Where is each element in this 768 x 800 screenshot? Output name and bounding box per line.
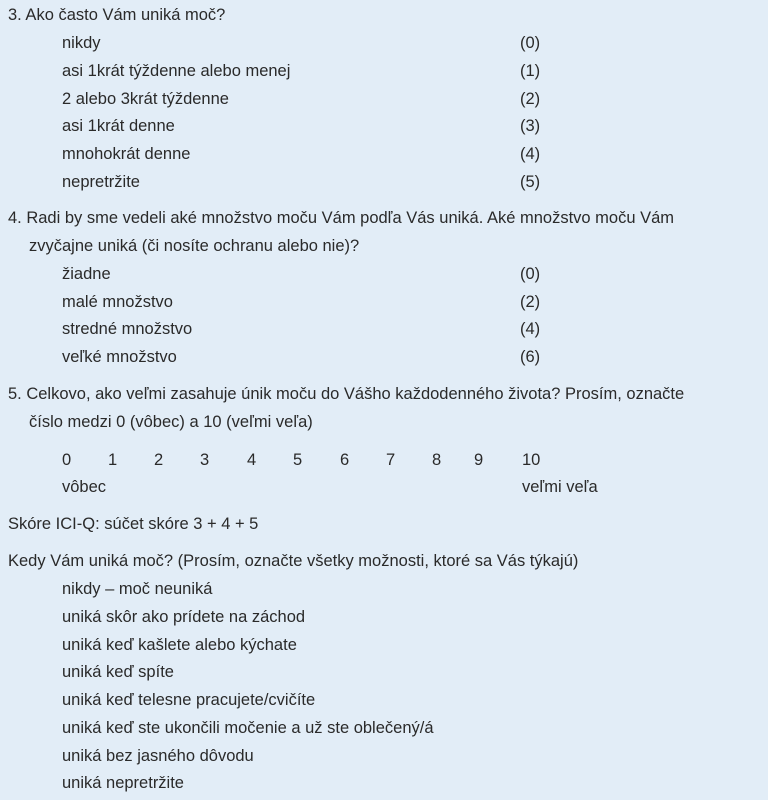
q3-option-score: (0): [520, 34, 541, 52]
scale-value: 9: [474, 451, 484, 469]
scale-value: 3: [200, 451, 210, 469]
when-option: uniká bez jasného dôvodu: [62, 747, 254, 765]
q3-option-label: asi 1krát denne: [62, 117, 175, 135]
question-4-title-line1: 4. Radi by sme vedeli aké množstvo moču Vám podľa Vás uniká. Aké množstvo moču Vám: [8, 209, 675, 227]
q5-scale: [0, 450, 768, 470]
when-option: uniká skôr ako prídete na záchod: [62, 608, 306, 626]
q3-option-label: mnohokrát denne: [62, 145, 191, 163]
q4-option-score: (2): [520, 293, 541, 311]
score-formula: Skóre ICI-Q: súčet skóre 3 + 4 + 5: [8, 515, 259, 533]
when-option: uniká keď spíte: [62, 663, 174, 681]
scale-value: 0: [62, 451, 72, 469]
scale-value: 5: [293, 451, 303, 469]
scale-value: 1: [108, 451, 118, 469]
question-4-title-line2: zvyčajne uniká (či nosíte ochranu alebo nie)?: [29, 237, 360, 255]
when-option: nikdy – moč neuniká: [62, 580, 213, 598]
when-option: uniká keď kašlete alebo kýchate: [62, 636, 297, 654]
q4-option-score: (6): [520, 348, 541, 366]
q3-option-score: (5): [520, 173, 541, 191]
q3-option-label: nepretržite: [62, 173, 140, 191]
q3-option-label: 2 alebo 3krát týždenne: [62, 90, 229, 108]
scale-value: 10: [522, 451, 541, 469]
q4-option-score: (0): [520, 265, 541, 283]
q4-option-score: (4): [520, 320, 541, 338]
scale-value: 7: [386, 451, 396, 469]
question-5-title-line2: číslo medzi 0 (vôbec) a 10 (veľmi veľa): [29, 413, 313, 431]
scale-label-min: vôbec: [62, 478, 107, 496]
scale-value: 6: [340, 451, 350, 469]
when-option: uniká keď ste ukončili močenie a už ste oblečený/á: [62, 719, 434, 737]
scale-label-max: veľmi veľa: [522, 478, 598, 496]
when-question-title: Kedy Vám uniká moč? (Prosím, označte všetky možnosti, ktoré sa Vás týkajú): [8, 552, 579, 570]
q3-option-score: (1): [520, 62, 541, 80]
question-3-title: 3. Ako často Vám uniká moč?: [8, 6, 226, 24]
q3-option-label: nikdy: [62, 34, 101, 52]
q4-option-label: žiadne: [62, 265, 111, 283]
scale-value: 8: [432, 451, 442, 469]
q3-option-label: asi 1krát týždenne alebo menej: [62, 62, 291, 80]
question-5-title-line1: 5. Celkovo, ako veľmi zasahuje únik moču do Vášho každodenného života? Prosím, označte: [8, 385, 685, 403]
scale-value: 4: [247, 451, 257, 469]
when-option: uniká nepretržite: [62, 774, 184, 792]
q4-option-label: stredné množstvo: [62, 320, 193, 338]
q3-option-score: (3): [520, 117, 541, 135]
q3-option-score: (2): [520, 90, 541, 108]
q4-option-label: malé množstvo: [62, 293, 173, 311]
when-option: uniká keď telesne pracujete/cvičíte: [62, 691, 316, 709]
q3-option-score: (4): [520, 145, 541, 163]
scale-value: 2: [154, 451, 164, 469]
q4-option-label: veľké množstvo: [62, 348, 177, 366]
